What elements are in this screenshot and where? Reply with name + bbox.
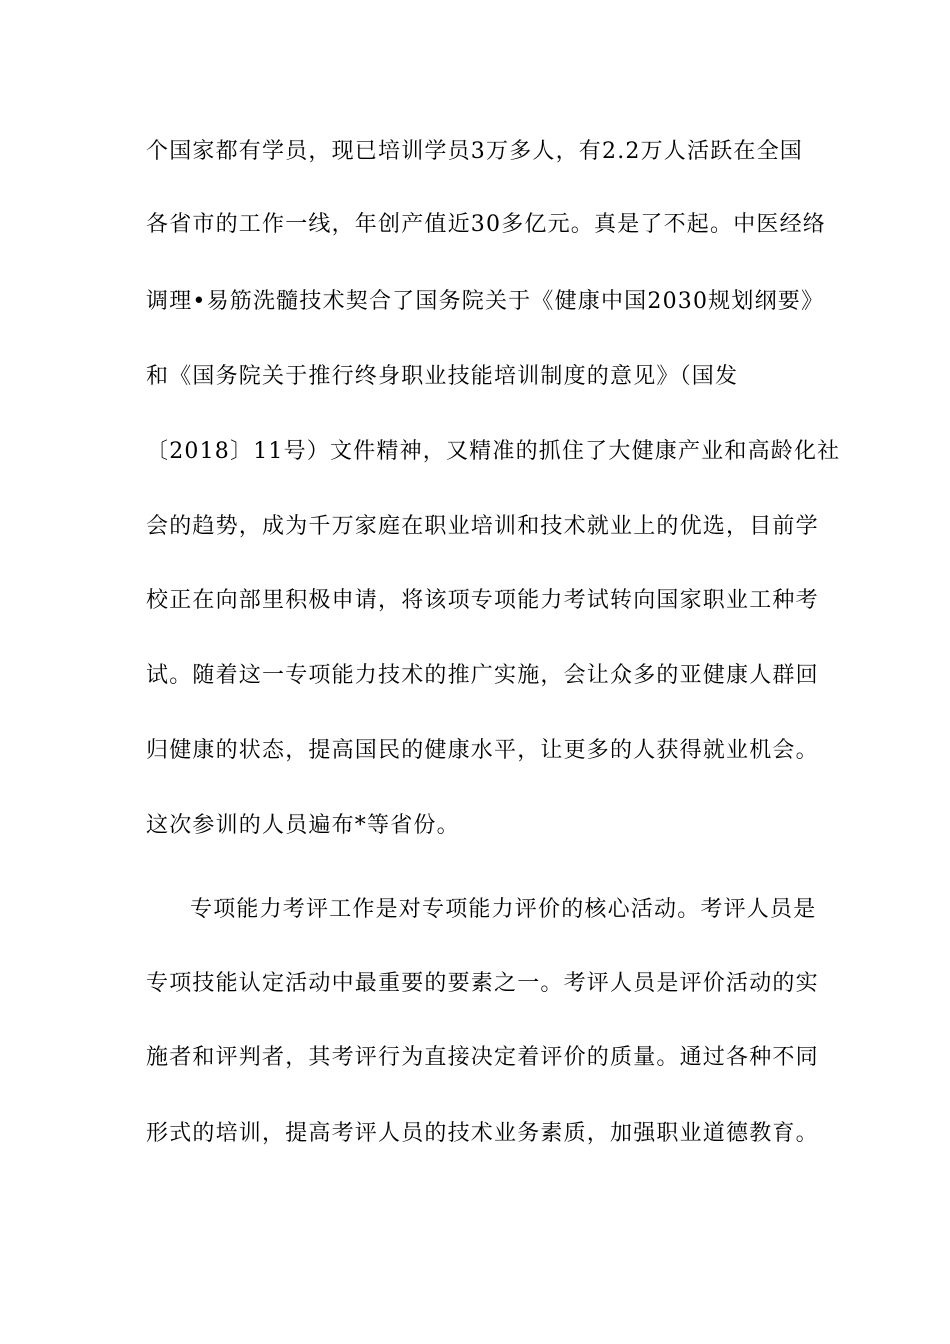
paragraph-line: 归健康的状态，提高国民的健康水平，让更多的人获得就业机会。 <box>146 738 819 763</box>
paragraph-line: 这次参训的人员遍布*等省份。 <box>146 813 460 838</box>
paragraph-line: 专项能力考评工作是对专项能力评价的核心活动。考评人员是 <box>190 897 817 922</box>
paragraph-line: 专项技能认定活动中最重要的要素之一。考评人员是评价活动的实 <box>146 971 819 996</box>
paragraph-line: 施者和评判者，其考评行为直接决定着评价的质量。通过各种不同 <box>146 1045 819 1070</box>
paragraph-line: 各省市的工作一线，年创产值近30多亿元。真是了不起。中医经络 <box>146 212 826 237</box>
paragraph-line: 试。随着这一专项能力技术的推广实施，会让众多的亚健康人群回 <box>146 663 819 688</box>
paragraph-line: 和《国务院关于推行终身职业技能培训制度的意见》（国发 <box>146 364 739 389</box>
paragraph-line: 会的趋势，成为千万家庭在职业培训和技术就业上的优选，目前学 <box>146 514 819 539</box>
paragraph-line: 调理•易筋洗髓技术契合了国务院关于《健康中国2030规划纲要》 <box>146 289 825 314</box>
paragraph-line: 校正在向部里积极申请，将该项专项能力考试转向国家职业工种考 <box>146 588 819 613</box>
paragraph-line: 个国家都有学员，现已培训学员3万多人，有2.2万人活跃在全国 <box>146 139 803 164</box>
paragraph-line: 〔2018〕11号）文件精神，又精准的抓住了大健康产业和高龄化社 <box>146 439 841 464</box>
paragraph-line: 形式的培训，提高考评人员的技术业务素质，加强职业道德教育。 <box>146 1121 819 1146</box>
